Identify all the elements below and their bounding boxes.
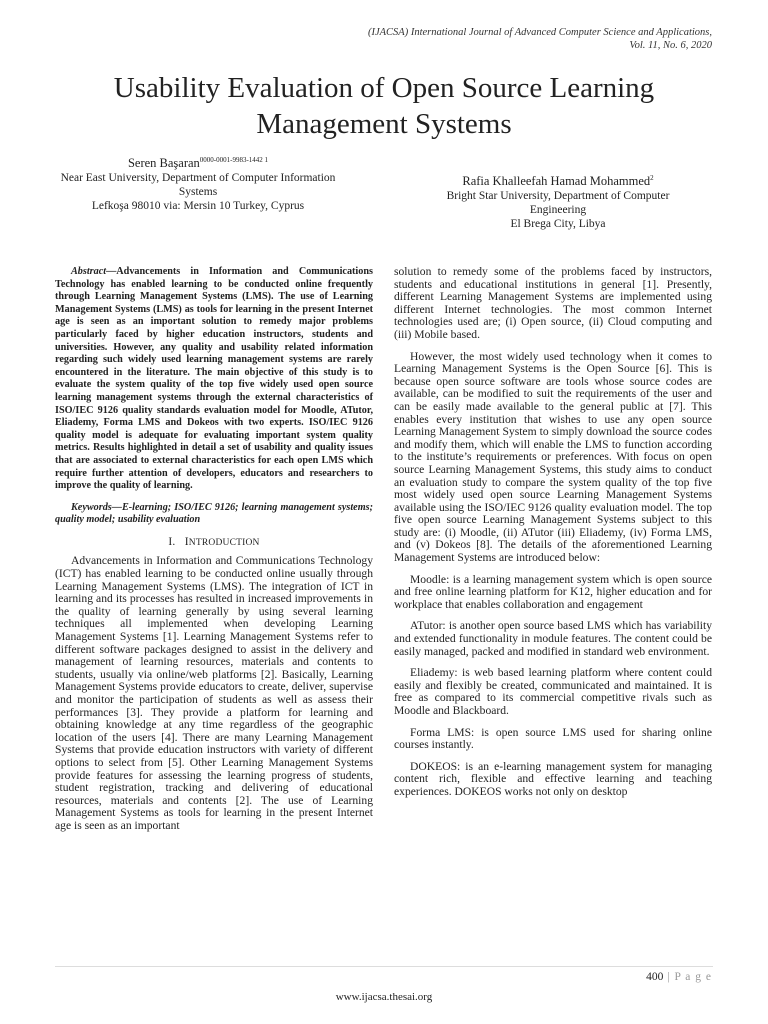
right-paragraph-forma: Forma LMS: is open source LMS used for sharing online courses instantly. (394, 725, 712, 752)
section-number: I. (168, 535, 176, 548)
intro-paragraph-1: Advancements in Information and Communications Technology (ICT) has enabled learning to be conducted online usually through Learning Management Systems (LMS). The integration of ICT in learning and its processes has resulted in increased improvements in the quality of learning generally by using several learning techniques all implemented when developing Learning Management Systems [1]. Learning Management Systems refer to different software packages designed to assist in the delivery and management of learning resources, materials and contents to students, usually via online/web platforms [2]. Basically, Learning Management Systems provide educators to create, deliver, supervise and monitor the participation of students as well as assess their performances [3]. They provide a platform for learning and obtaining knowledge at any time regardless of the geographic location of the users [4]. There are many Learning Management Systems that provide education instructors with variety of different options to select from [5]. Other Learning Management Systems provide features for assessing the learning progress of students, student registration, tracking and delivering of educational resources, materials and contents [2]. The use of Learning Management Systems as tools for learning in the present Internet age is seen as an important (55, 554, 373, 832)
author-block-1 (48, 152, 348, 213)
abstract-label: Abstract (71, 266, 107, 277)
author-name-2: Rafia Khalleefah Hamad Mohammed$^2$ (462, 174, 654, 189)
right-paragraph-2: However, the most widely used technology when it comes to Learning Management Systems is the Open Source [6]. This is because open source software are tools whose source codes are available, can be modified to suit the requirements of the user and can be easily made available to the general public at [7]. This enables every institution that wishes to use any open source Learning Management System to simply download the source codes and modify them, which will enable the LMS to function according to the institute’s requirements or preferences. With focus on open source Learning Management Systems, this study aims to conduct an evaluation study to compare the system quality of the top five most widely used open source Learning Management Systems available using the ISO/IEC 9126 quality evaluation model. The top five open source Learning Management Systems subject to this study are: (i) Moodle, (ii) ATutor (iii) Eliademy, (iv) Forma LMS, and (v) Dokeos [8]. The details of the aforementioned Learning Management Systems are introduced below: (394, 349, 712, 565)
right-paragraph-dokeos: DOKEOS: is an e-learning management system for managing content rich, flexible and effective learning and teaching experiences. DOKEOS works not only on desktop (394, 759, 712, 798)
page-number-value: 400 (646, 971, 664, 983)
author-address-1: Lefkoşa 98010 via: Mersin 10 Turkey, Cyprus (91, 200, 305, 213)
footer-url[interactable]: www.ijacsa.thesai.org (335, 991, 433, 1003)
journal-header (368, 26, 712, 52)
page-separator: | (663, 971, 675, 983)
paper-title-line2: Management Systems (256, 108, 512, 140)
author-orcid-1: 0000-0001-9983-1442 1 (199, 156, 269, 164)
section-heading-introduction (55, 536, 373, 550)
keywords-text: —E-learning; ISO/IEC 9126; learning management systems; quality model; usability evaluation (55, 501, 373, 526)
author-affiliation-2a: Bright Star University, Department of Computer (446, 190, 670, 203)
right-paragraph-moodle: Moodle: is a learning management system which is open source and free online learning platform for K12, higher education and for workplace that enables collaboration and engagement (394, 572, 712, 611)
right-paragraph-1: solution to remedy some of the problems faced by instructors, students and educational institutions in general [1]. Presently, different Learning Management Systems are implemented using different Internet technologies. The most common Internet technologies used are; (i) Open source, (ii) Cloud computing and (iii) Mobile based. (394, 265, 712, 341)
abstract (55, 266, 373, 493)
paper-title (40, 70, 728, 142)
section-first-letter: I (184, 535, 189, 548)
author-affiliation-2b: Engineering (529, 204, 587, 217)
keywords-label: Keywords (71, 501, 112, 513)
footer-divider (55, 966, 713, 967)
author-name-1: Seren Başaran$^{0000-0001-9983-1442 1}$ (127, 156, 269, 171)
journal-header-line2: Vol. 11, No. 6, 2020 (629, 40, 712, 51)
left-column (55, 266, 373, 842)
page-label: P a g e (674, 971, 712, 983)
page-number (646, 971, 712, 983)
author-address-2: El Brega City, Libya (510, 218, 606, 231)
author-block-2 (398, 170, 718, 231)
right-paragraph-atutor: ATutor: is another open source based LMS which has variability and extended functionality in module features. The content could be easily managed, packed and modified in standard web environment. (394, 619, 712, 658)
section-title-rest: NTRODUCTION (188, 537, 260, 548)
right-paragraph-eliademy: Eliademy: is web based learning platform where content could easily and flexibly be created, communicated and maintained. It is free as compared to its commercial competitive rivals such as Moodle and Blackboard. (394, 666, 712, 717)
right-column (394, 266, 712, 808)
journal-header-line1: (IJACSA) International Journal of Advanced Computer Science and Applications, (367, 27, 712, 38)
keywords (55, 502, 373, 527)
author-affiliation-1b: Systems (178, 186, 218, 199)
paper-title-line1: Usability Evaluation of Open Source Learning (113, 72, 655, 104)
abstract-text: —Advancements in Information and Communications Technology has enabled learning to be conducted online frequently through Learning Management Systems (LMS). The use of Learning Management Systems (LMS) as tools for learning in the present Internet age is seen as an important solution to remedy major problems particularly faced by higher education instructors, students and universities. However, any quality and usability related information regarding such widely used learning management systems are rarely encountered in the literature. The main objective of this study is to evaluate the system quality of the top five widely used open source learning management systems through the external characteristics of ISO/IEC 9126 quality standards evaluation model for Moodle, ATutor, Eliademy, Forma LMS and Dokeos with two experts. ISO/IEC 9126 quality model is adequate for evaluating important system quality metrics. Results highlighted in detail a set of usability and quality issues that are associated to external characteristics for each open LMS which require further attention of developers, educators and researchers to improve the quality of learning. (55, 266, 373, 492)
author-sup-2: 2 (650, 174, 654, 182)
author-affiliation-1a: Near East University, Department of Computer Information (60, 172, 336, 185)
